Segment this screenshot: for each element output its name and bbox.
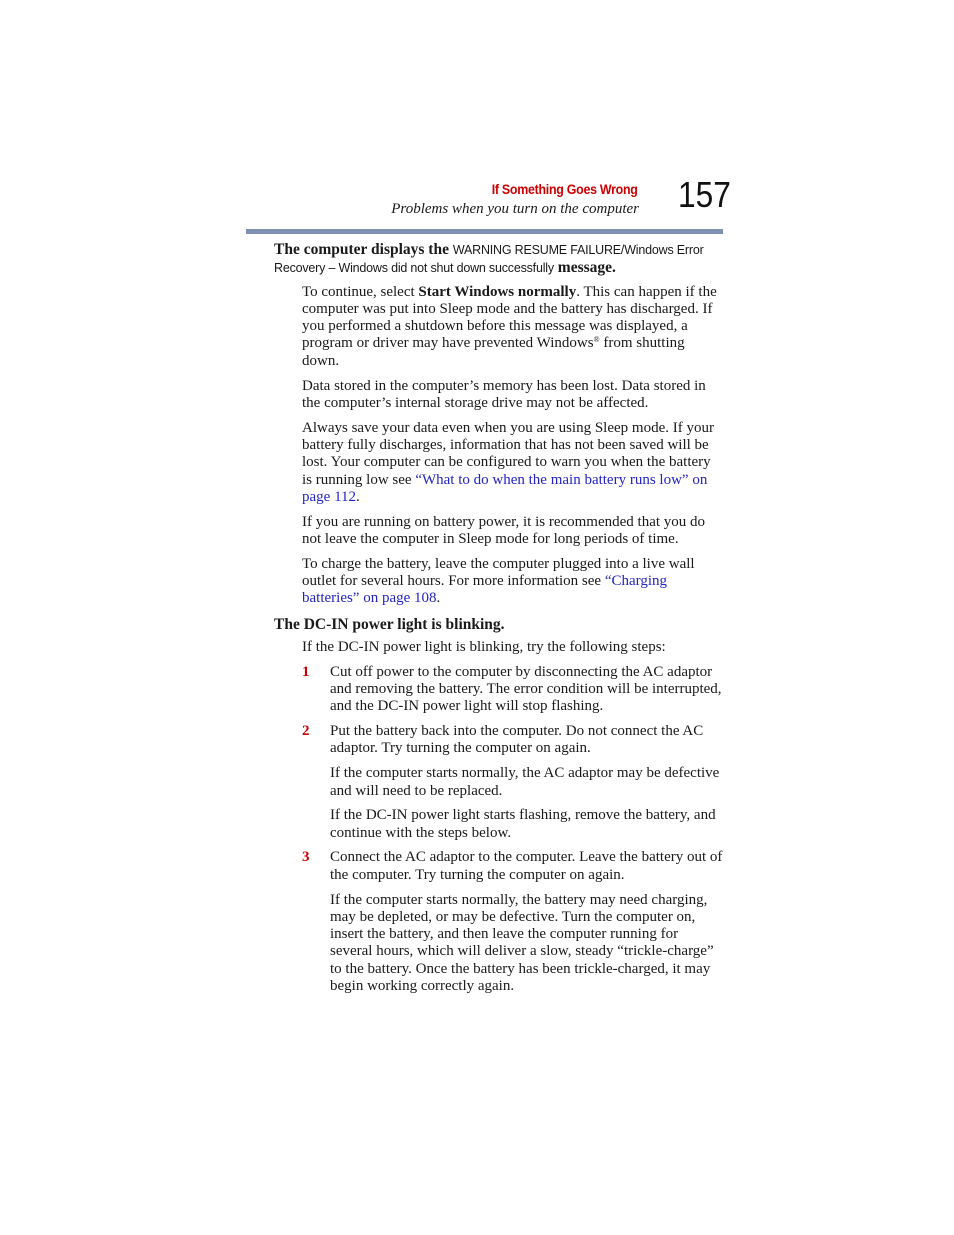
paragraph: Data stored in the computer’s memory has been lost. Data stored in the computer’s internal storage drive may not be affected. (302, 377, 706, 411)
running-header-subsection: Problems when you turn on the computer (391, 201, 639, 217)
link-charging-batteries[interactable]: “Charging batteries” on page 108 (302, 573, 668, 607)
topic-heading-warning-resume: The computer displays the WARNING RESUME FAILURE/Windows Error Recovery – Windows did not shut down successfully message. (274, 241, 704, 277)
step-3 (302, 849, 724, 884)
step-note: If the computer starts normally, the AC adaptor may be defective and will need to be replaced. (330, 765, 720, 799)
step-text: Cut off power to the computer by disconnecting the AC adaptor and removing the battery. The error condition will be interrupted, and the DC-IN power light will stop flashing. (330, 663, 722, 715)
page-content (274, 241, 724, 1003)
step-text: Put the battery back into the computer. Do not connect the AC adaptor. Try turning the computer on again. (330, 723, 704, 757)
error-message-code: WARNING RESUME FAILURE/Windows Error Recovery – Windows did not shut down successfully (274, 243, 704, 276)
paragraph: If you are running on battery power, it is recommended that you do not leave the computer in Sleep mode for long periods of time. (302, 513, 706, 547)
step-number: 1 (302, 663, 310, 680)
step-number: 2 (302, 723, 310, 740)
topic-heading-dcin-blinking: The DC-IN power light is blinking. (274, 615, 505, 633)
step-note: If the computer starts normally, the battery may need charging, may be depleted, or may be defective. Turn the computer on, insert the battery, and then leave the computer running for several hours, which will deliver a slow, steady “trickle-charge” to the battery. Once the battery has been trickle-charged, it may begin working correctly again. (330, 891, 714, 994)
paragraph: Always save your data even when you are using Sleep mode. If your battery fully discharges, information that has not been saved will be lost. Your computer can be configured to warn you when the battery is running low see “What to do when the main battery runs low” on page 112. (302, 419, 714, 505)
paragraph: If the DC-IN power light is blinking, try the following steps: (302, 638, 666, 655)
step-1 (302, 664, 724, 716)
page-number: 157 (678, 174, 731, 215)
header-rule (246, 229, 723, 234)
paragraph: To continue, select Start Windows normally. This can happen if the computer was put into Sleep mode and the battery has discharged. If you performed a shutdown before this message was displayed, a program or driver may have prevented Windows® from shutting down. (302, 283, 717, 369)
paragraph: To charge the battery, leave the computer plugged into a live wall outlet for several hours. For more information see “Charging batteries” on page 108. (302, 555, 695, 607)
link-battery-low[interactable]: “What to do when the main battery runs low” on page 112 (302, 471, 708, 505)
step-note: If the DC-IN power light starts flashing, remove the battery, and continue with the steps below. (330, 807, 716, 841)
step-text: Connect the AC adaptor to the computer. Leave the battery out of the computer. Try turning the computer on again. (330, 849, 723, 883)
running-header-section: If Something Goes Wrong (492, 182, 638, 197)
step-number: 3 (302, 849, 310, 866)
step-2 (302, 723, 724, 758)
